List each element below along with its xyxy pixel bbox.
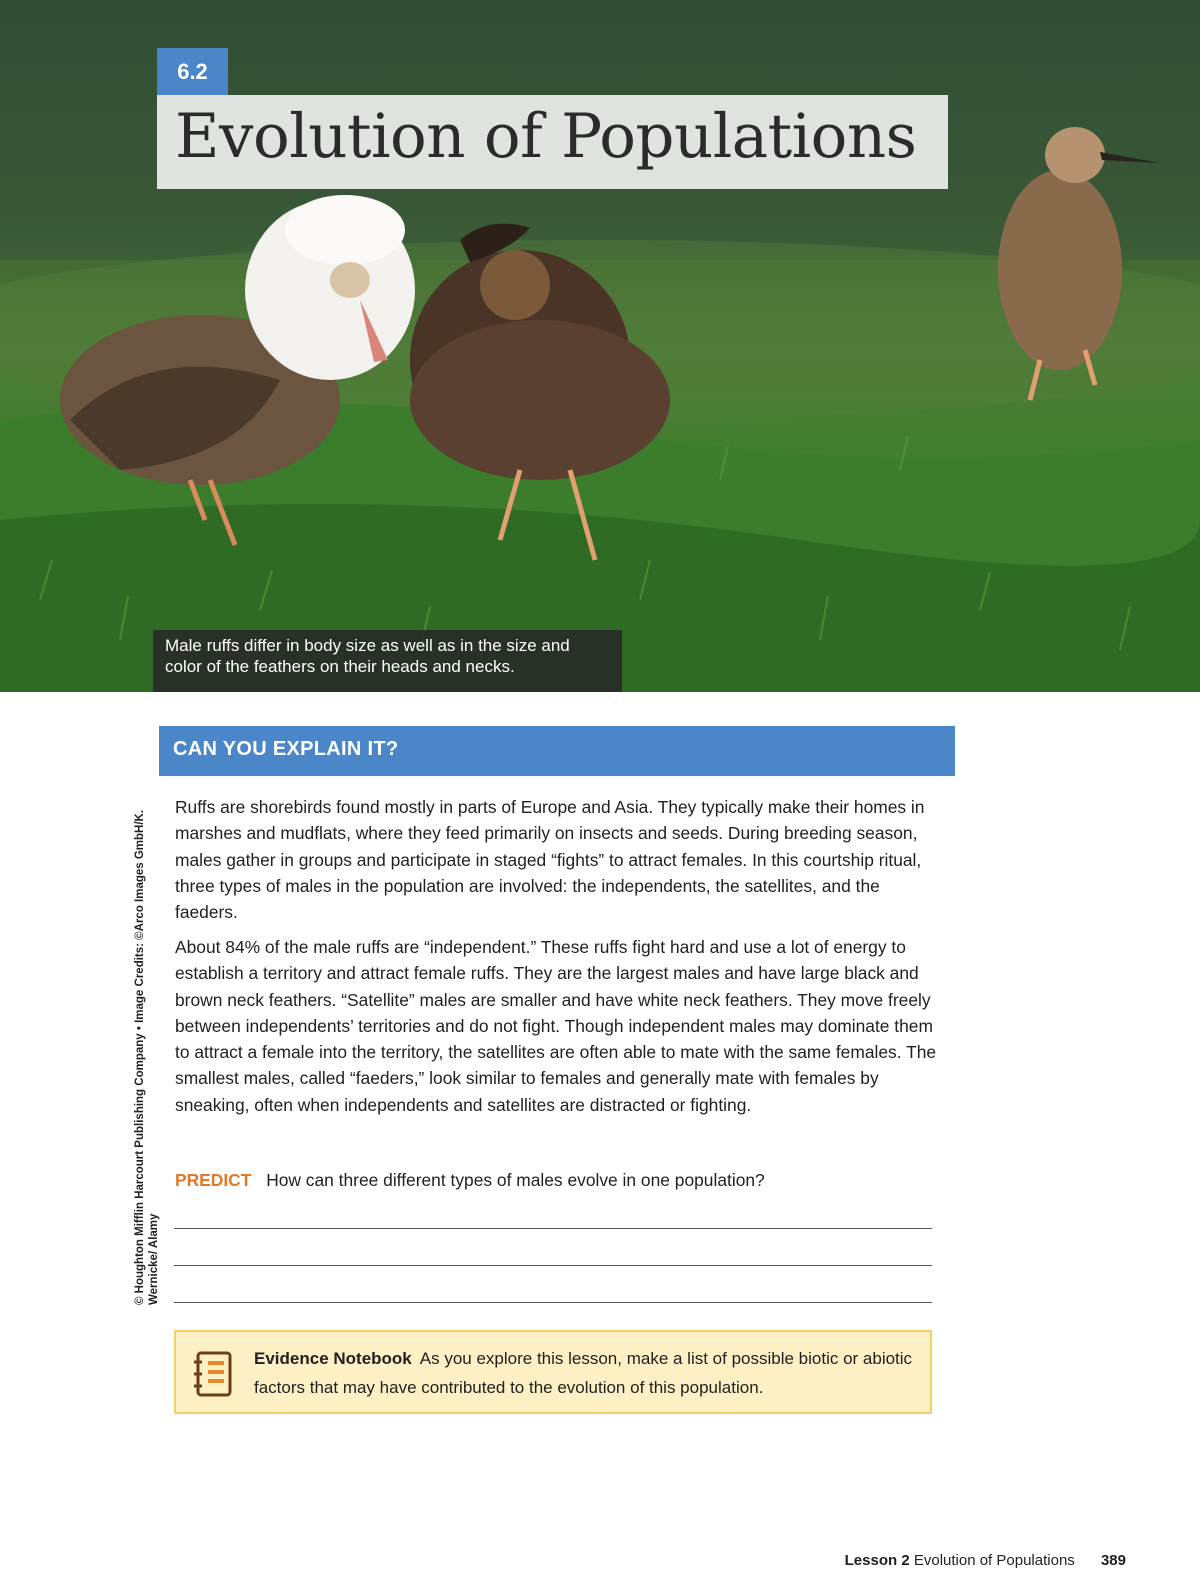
footer-lesson-number: Lesson 2 [844, 1552, 910, 1569]
evidence-notebook-label: Evidence Notebook [254, 1349, 412, 1368]
answer-line[interactable] [174, 1265, 932, 1266]
predict-label: PREDICT [175, 1170, 252, 1190]
notebook-icon [192, 1350, 236, 1398]
evidence-notebook-instructions: As you explore this lesson, make a list of possible biotic or abiotic factors that may have contributed to the evolution of this population. [254, 1349, 913, 1397]
hero-photo [0, 0, 1200, 692]
page-title: Evolution of Populations [175, 101, 917, 172]
answer-line[interactable] [174, 1302, 932, 1303]
ruff-types-paragraph: About 84% of the male ruffs are “independent.” These ruffs fight hard and use a lot of energy to establish a territory and attract female ruffs. They are the largest males and have large black and brown neck feathers. “Satellite” males are smaller and have white neck feathers. They move freely between independents’ territories and do not fight. Though independent males may dominate them to attract a female into the territory, the satellites are often able to mate with the same females. The smallest males, called “faeders,” look similar to females and generally mate with females by sneaking, often when independents and satellites are distracted or fighting. [175, 937, 937, 1115]
intro-paragraph: Ruffs are shorebirds found mostly in parts of Europe and Asia. They typically make their homes in marshes and mudflats, where they feed primarily on insects and seeds. During breeding season, males gather in groups and participate in staged “fights” to attract females. In this courtship ritual, three types of males in the population are involved: the independents, the satellites, and the faeders. [175, 797, 925, 923]
page-number: 389 [1100, 1552, 1126, 1569]
photo-caption: Male ruffs differ in body size as well as in the size and color of the feathers on their heads and necks. [153, 630, 622, 692]
evidence-notebook-box [174, 1330, 932, 1414]
image-credit: © Houghton Mifflin Harcourt Publishing Company • Image Credits: ©Arco Images GmbH/K. Wernicke/ Alamy [134, 809, 160, 1305]
predict-prompt [175, 1170, 765, 1191]
evidence-notebook-text [254, 1344, 914, 1402]
page-footer [845, 1552, 1126, 1569]
answer-line[interactable] [174, 1228, 932, 1229]
predict-question: How can three different types of males evolve in one population? [266, 1170, 765, 1190]
can-you-explain-it-heading: CAN YOU EXPLAIN IT? [159, 726, 955, 776]
title-banner [157, 95, 948, 189]
section-number-badge: 6.2 [157, 48, 228, 95]
footer-lesson-title: Evolution of Populations [913, 1552, 1075, 1569]
